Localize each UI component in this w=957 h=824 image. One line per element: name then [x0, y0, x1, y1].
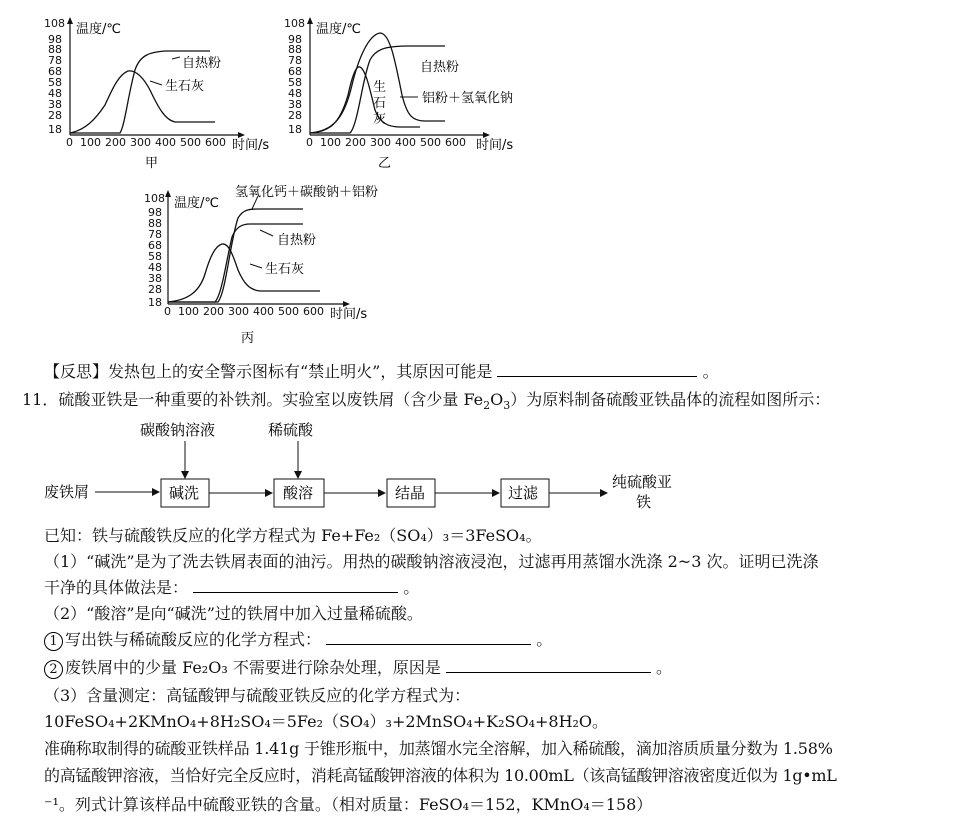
q1-text-2: 干净的具体做法是：: [44, 578, 189, 597]
y-tick: 58: [48, 76, 62, 89]
x-axis-label: 时间/s: [330, 307, 368, 322]
x-tick: 400: [253, 305, 274, 318]
y-tick: 58: [288, 76, 302, 89]
subscript: 2: [483, 399, 491, 413]
q2-2-line: [44, 658, 672, 679]
answer-blank[interactable]: [446, 658, 651, 673]
y-tick: 18: [48, 123, 62, 136]
series-label: 生石灰: [165, 79, 205, 94]
chart-caption: 乙: [378, 156, 392, 171]
x-tick: 600: [205, 136, 226, 149]
y-tick: 38: [48, 98, 62, 111]
x-axis-label: 时间/s: [476, 138, 514, 153]
y-tick: 38: [288, 98, 302, 111]
y-axis-label: 温度/℃: [76, 22, 121, 37]
series-label: 自热粉: [182, 56, 222, 71]
q3-text: （3）含量测定：高锰酸钾与硫酸亚铁反应的化学方程式为：: [44, 686, 471, 705]
y-tick: 58: [148, 250, 162, 263]
chart-jia: [40, 15, 290, 175]
series-label: 自热粉: [277, 233, 317, 248]
chart-bing: [140, 182, 400, 347]
period: 。: [536, 630, 553, 649]
x-tick: 0: [66, 136, 73, 149]
y-tick: 38: [148, 272, 162, 285]
circle-number: 2: [44, 660, 63, 679]
intro-text: 11．硫酸亚铁是一种重要的补铁剂。实验室以废铁屑（含少量 Fe: [22, 390, 484, 409]
y-tick: 98: [48, 33, 62, 46]
y-tick: 68: [288, 65, 302, 78]
step-label: 过滤: [508, 484, 539, 502]
y-tick: 48: [288, 87, 302, 100]
q1-line2: [44, 578, 419, 598]
x-tick: 300: [228, 305, 249, 318]
y-tick: 88: [48, 43, 62, 56]
y-tick: 88: [288, 43, 302, 56]
period: 。: [403, 578, 420, 597]
x-tick: 500: [180, 136, 201, 149]
subscript: 3: [503, 399, 511, 413]
answer-blank[interactable]: [326, 630, 531, 645]
x-tick: 600: [445, 136, 466, 149]
y-tick: 68: [148, 239, 162, 252]
y-tick: 78: [148, 228, 162, 241]
x-tick: 600: [303, 305, 324, 318]
y-tick: 78: [288, 54, 302, 67]
y-tick: 18: [288, 123, 302, 136]
q3-text-2: 准确称取制得的硫酸亚铁样品 1.41g 于锥形瓶中，加蒸馏水完全溶解，加入稀硫酸，滴加溶质质量分数为 1.58%: [44, 739, 833, 758]
flow-end: 铁: [636, 493, 652, 511]
reflection-line: [44, 362, 719, 382]
y-tick: 68: [48, 65, 62, 78]
chart-caption: 甲: [145, 156, 159, 171]
flow-start: 废铁屑: [44, 483, 90, 501]
answer-blank[interactable]: [497, 362, 697, 377]
x-tick: 200: [105, 136, 126, 149]
x-tick: 0: [164, 305, 171, 318]
y-tick: 108: [44, 17, 65, 30]
x-tick: 400: [395, 136, 416, 149]
x-axis-label: 时间/s: [232, 138, 270, 153]
q3-text-4: ⁻¹。列式计算该样品中硫酸亚铁的含量。（相对质量：FeSO₄＝152，KMnO₄＝158）: [44, 795, 653, 814]
equation: 10FeSO₄+2KMnO₄+8H₂SO₄＝5Fe₂（SO₄）₃+2MnSO₄+K₂SO₄+8H₂O。: [44, 712, 609, 731]
q3-text-3: 的高锰酸钾溶液，当恰好完全反应时，消耗高锰酸钾溶液的体积为 10.00mL（该高锰酸钾溶液密度近似为 1g•mL: [44, 766, 837, 785]
y-tick: 48: [48, 87, 62, 100]
x-tick: 100: [178, 305, 199, 318]
step-label: 结晶: [395, 484, 426, 502]
y-tick: 88: [148, 217, 162, 230]
known-text: 已知：铁与硫酸铁反应的化学方程式为 Fe+Fe₂（SO₄）₃＝3FeSO₄。: [44, 526, 542, 545]
x-tick: 300: [130, 136, 151, 149]
y-tick: 28: [48, 109, 62, 122]
intro-text: O: [490, 390, 504, 409]
x-tick: 200: [345, 136, 366, 149]
x-tick: 0: [306, 136, 313, 149]
chart-yi: [280, 15, 530, 175]
q2-2-text: 废铁屑中的少量 Fe₂O₃ 不需要进行除杂处理，原因是: [65, 658, 441, 677]
y-tick: 28: [288, 109, 302, 122]
vertical-label: 石: [373, 96, 387, 111]
vertical-label: 灰: [373, 112, 387, 127]
x-tick: 300: [370, 136, 391, 149]
y-tick: 108: [284, 17, 305, 30]
y-tick: 98: [288, 33, 302, 46]
period: 。: [656, 658, 673, 677]
x-tick: 400: [155, 136, 176, 149]
series-label: 铝粉＋氢氧化钠: [422, 91, 514, 106]
x-tick: 100: [80, 136, 101, 149]
period: 。: [702, 362, 719, 381]
q2-1-line: [44, 630, 552, 651]
reagent-label: 稀硫酸: [268, 421, 314, 439]
q2-text: （2）“酸溶”是向“碱洗”过的铁屑中加入过量稀硫酸。: [44, 604, 423, 623]
y-axis-label: 温度/℃: [316, 22, 361, 37]
circle-number: 1: [44, 632, 63, 651]
reflection-text: 【反思】发热包上的安全警示图标有“禁止明火”，其原因可能是: [44, 362, 493, 381]
series-label: 生石灰: [265, 262, 305, 277]
x-tick: 200: [203, 305, 224, 318]
y-tick: 18: [148, 296, 162, 309]
flow-end: 纯硫酸亚: [612, 473, 673, 491]
series-label: 自热粉: [420, 60, 460, 75]
x-tick: 500: [278, 305, 299, 318]
vertical-label: 生: [373, 80, 387, 95]
series-label: 氢氧化钙＋碳酸钠＋铝粉: [235, 185, 379, 200]
reagent-label: 碳酸钠溶液: [140, 421, 216, 439]
y-tick: 48: [148, 261, 162, 274]
q2-1-text: 写出铁与稀硫酸反应的化学方程式：: [65, 630, 322, 649]
x-tick: 500: [420, 136, 441, 149]
answer-blank[interactable]: [193, 578, 398, 593]
curve-ca-na-al: [168, 209, 303, 302]
chart-caption: 丙: [241, 331, 255, 346]
intro-text: ）为原料制备硫酸亚铁晶体的流程如图所示：: [510, 390, 831, 409]
x-tick: 100: [320, 136, 341, 149]
y-axis-label: 温度/℃: [174, 196, 219, 211]
y-tick: 28: [148, 283, 162, 296]
step-label: 酸溶: [283, 484, 314, 502]
q1-text: （1）“碱洗”是为了洗去铁屑表面的油污。用热的碳酸钠溶液浸泡，过滤再用蒸馏水洗涤 2~3 次。证明已洗涤: [44, 552, 819, 571]
y-tick: 78: [48, 54, 62, 67]
y-tick: 108: [144, 192, 165, 205]
step-label: 碱洗: [169, 484, 200, 502]
q11-intro: [22, 390, 830, 416]
y-tick: 98: [148, 206, 162, 219]
flow-diagram: [40, 415, 700, 515]
